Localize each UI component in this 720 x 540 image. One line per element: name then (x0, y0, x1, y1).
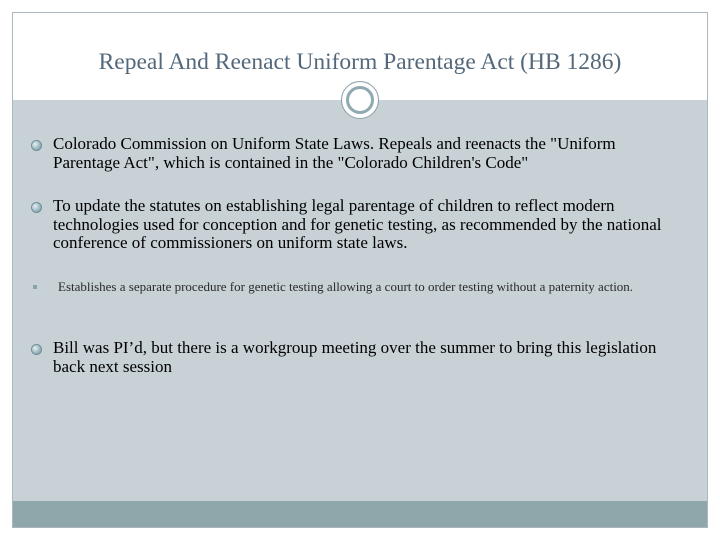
footer-bar (13, 501, 707, 527)
ring-inner (346, 86, 374, 114)
ring-ornament-icon (341, 81, 379, 119)
bullet-icon (31, 202, 42, 213)
slide-title: Repeal And Reenact Uniform Parentage Act (HB 1286) (98, 49, 622, 75)
content-area (13, 99, 707, 501)
bullet-text-2: To update the statutes on establishing legal parentage of children to reflect modern technologies used for conception and for genetic testing, as recommended by the national conference of commissioners on uniform state laws. (53, 196, 662, 252)
bullet-icon (31, 344, 42, 355)
sub-bullet-text: Establishes a separate procedure for genetic testing allowing a court to order testing without a paternity action. (58, 279, 634, 294)
slide (12, 12, 708, 528)
bullet-text-3: Bill was PI’d, but there is a workgroup meeting over the summer to bring this legislation back next session (53, 338, 657, 376)
square-bullet-icon (33, 285, 37, 289)
bullet-icon (31, 140, 42, 151)
bullet-text-1: Colorado Commission on Uniform State Laws. Repeals and reenacts the "Uniform Parentage Act", which is contained in the "Colorado Children's Code" (53, 134, 616, 172)
